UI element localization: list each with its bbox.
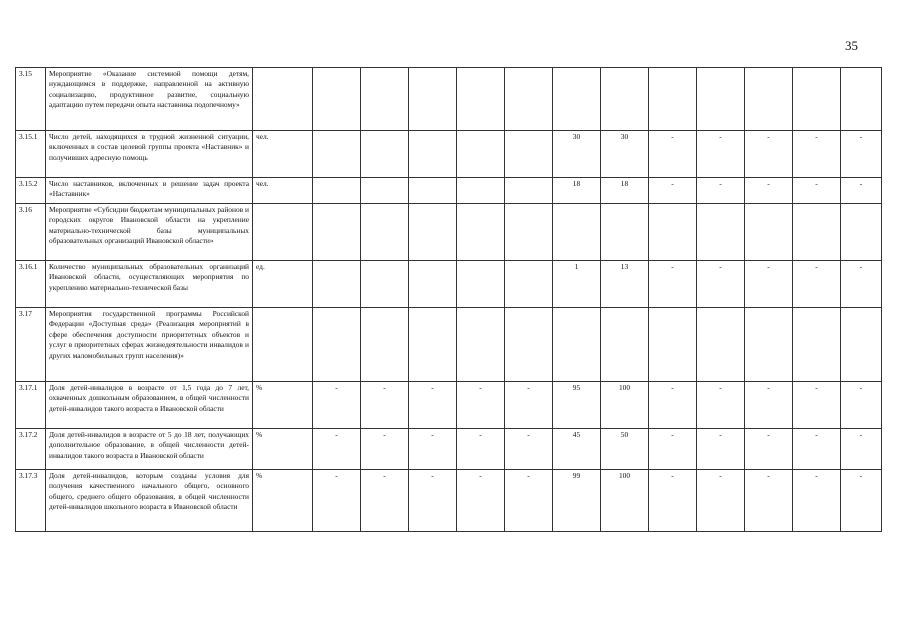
value-cell: - — [697, 261, 745, 308]
value-cell — [313, 68, 361, 131]
value-cell — [601, 204, 649, 261]
table-row — [16, 261, 882, 308]
table-row — [16, 308, 882, 382]
value-cell — [409, 261, 457, 308]
value-cell — [745, 68, 793, 131]
row-unit: чел. — [253, 131, 313, 178]
value-cell: 95 — [553, 382, 601, 429]
value-cell — [841, 204, 882, 261]
value-cell: - — [745, 261, 793, 308]
value-cell: - — [697, 470, 745, 532]
value-cell — [457, 308, 505, 382]
row-number: 3.16.1 — [16, 261, 46, 308]
row-unit: % — [253, 382, 313, 429]
row-unit — [253, 204, 313, 261]
value-cell: - — [457, 429, 505, 470]
value-cell — [361, 131, 409, 178]
value-cell — [841, 68, 882, 131]
value-cell: 45 — [553, 429, 601, 470]
row-unit — [253, 68, 313, 131]
value-cell: - — [793, 470, 841, 532]
value-cell — [313, 261, 361, 308]
value-cell — [457, 68, 505, 131]
row-unit: ед. — [253, 261, 313, 308]
value-cell: - — [841, 261, 882, 308]
row-unit — [253, 308, 313, 382]
value-cell — [697, 308, 745, 382]
value-cell — [697, 204, 745, 261]
value-cell — [505, 178, 553, 204]
value-cell — [649, 204, 697, 261]
row-description: Доля детей-инвалидов, которым созданы условия для получения качественного начального общего, основного общего, среднего общего образования, в общей численности детей-инвалидов школьного возраста в Ивановской области — [46, 470, 253, 532]
value-cell: - — [409, 429, 457, 470]
value-cell: - — [841, 429, 882, 470]
row-description: Число наставников, включенных в решение задач проекта «Наставник» — [46, 178, 253, 204]
table-row — [16, 131, 882, 178]
row-description: Число детей, находящихся в трудной жизненной ситуации, включенных в состав целевой группы проекта «Наставник» и получивших адресную помощь — [46, 131, 253, 178]
value-cell: - — [793, 382, 841, 429]
value-cell — [409, 68, 457, 131]
table-row — [16, 68, 882, 131]
row-description: Доля детей-инвалидов в возрасте от 1,5 года до 7 лет, охваченных дошкольным образованием, в общей численности детей-инвалидов такого возраста в Ивановской области — [46, 382, 253, 429]
value-cell — [793, 308, 841, 382]
value-cell — [745, 204, 793, 261]
value-cell: 99 — [553, 470, 601, 532]
value-cell: - — [313, 470, 361, 532]
row-unit: % — [253, 429, 313, 470]
value-cell: - — [409, 382, 457, 429]
value-cell: - — [457, 382, 505, 429]
row-number: 3.17.1 — [16, 382, 46, 429]
value-cell — [313, 308, 361, 382]
value-cell: - — [361, 470, 409, 532]
value-cell: - — [649, 470, 697, 532]
value-cell: - — [649, 178, 697, 204]
value-cell: 50 — [601, 429, 649, 470]
row-number: 3.15 — [16, 68, 46, 131]
value-cell — [697, 68, 745, 131]
value-cell: 18 — [553, 178, 601, 204]
value-cell — [553, 308, 601, 382]
value-cell — [649, 308, 697, 382]
indicators-table — [15, 67, 882, 532]
page-number: 35 — [845, 38, 858, 53]
value-cell — [457, 178, 505, 204]
value-cell — [409, 178, 457, 204]
value-cell: 13 — [601, 261, 649, 308]
value-cell — [313, 131, 361, 178]
value-cell — [361, 178, 409, 204]
value-cell: - — [361, 382, 409, 429]
table-row — [16, 178, 882, 204]
row-unit: чел. — [253, 178, 313, 204]
value-cell: - — [841, 470, 882, 532]
value-cell — [457, 131, 505, 178]
table-row — [16, 382, 882, 429]
value-cell: - — [649, 131, 697, 178]
value-cell: - — [793, 178, 841, 204]
value-cell: - — [793, 261, 841, 308]
value-cell: - — [841, 131, 882, 178]
row-description: Мероприятие «Субсидии бюджетам муниципальных районов и городских округов Ивановской области на укрепление материально-технической базы муниципальных образовательных организаций Ивановской области» — [46, 204, 253, 261]
value-cell: - — [745, 470, 793, 532]
row-description: Количество муниципальных образовательных организаций Ивановской области, осуществляющих мероприятия по укреплению материально-технической базы — [46, 261, 253, 308]
row-description: Доля детей-инвалидов в возрасте от 5 до 18 лет, получающих дополнительное образование, в общей численности детей-инвалидов такого возраста в Ивановской области — [46, 429, 253, 470]
value-cell — [457, 204, 505, 261]
value-cell: 1 — [553, 261, 601, 308]
value-cell — [361, 68, 409, 131]
value-cell — [409, 308, 457, 382]
value-cell: 18 — [601, 178, 649, 204]
value-cell — [505, 68, 553, 131]
value-cell — [841, 308, 882, 382]
value-cell: - — [793, 429, 841, 470]
value-cell: - — [793, 131, 841, 178]
value-cell — [313, 178, 361, 204]
value-cell — [505, 261, 553, 308]
value-cell: - — [841, 178, 882, 204]
row-unit: % — [253, 470, 313, 532]
value-cell — [361, 308, 409, 382]
value-cell — [553, 204, 601, 261]
value-cell: - — [697, 131, 745, 178]
value-cell — [505, 131, 553, 178]
value-cell: - — [697, 382, 745, 429]
value-cell: - — [649, 382, 697, 429]
value-cell: - — [409, 470, 457, 532]
value-cell: 100 — [601, 470, 649, 532]
value-cell: - — [841, 382, 882, 429]
value-cell — [505, 308, 553, 382]
value-cell — [793, 68, 841, 131]
value-cell: - — [361, 429, 409, 470]
value-cell: 100 — [601, 382, 649, 429]
value-cell — [313, 204, 361, 261]
value-cell: - — [313, 429, 361, 470]
value-cell — [361, 204, 409, 261]
value-cell: 30 — [601, 131, 649, 178]
table-row — [16, 470, 882, 532]
row-number: 3.17.3 — [16, 470, 46, 532]
value-cell: - — [745, 178, 793, 204]
table-row — [16, 429, 882, 470]
row-number: 3.15.2 — [16, 178, 46, 204]
value-cell: - — [505, 382, 553, 429]
value-cell: - — [457, 470, 505, 532]
row-number: 3.17 — [16, 308, 46, 382]
value-cell — [793, 204, 841, 261]
value-cell — [745, 308, 793, 382]
value-cell: - — [697, 178, 745, 204]
value-cell — [649, 68, 697, 131]
row-description: Мероприятия государственной программы Российской Федерации «Доступная среда» (Реализация мероприятий в сфере обеспечения доступности приоритетных объектов и услуг в приоритетных сферах жизнедеятельности инвалидов и других маломобильных групп населения)» — [46, 308, 253, 382]
value-cell — [361, 261, 409, 308]
value-cell: - — [505, 429, 553, 470]
value-cell — [553, 68, 601, 131]
row-description: Мероприятие «Оказание системной помощи детям, нуждающимся в поддержке, направленной на активную социализацию, продуктивное развитие, социальную адаптацию путем передачи опыта наставника подопечному» — [46, 68, 253, 131]
value-cell — [601, 68, 649, 131]
row-number: 3.15.1 — [16, 131, 46, 178]
value-cell: - — [649, 261, 697, 308]
row-number: 3.16 — [16, 204, 46, 261]
value-cell: - — [745, 131, 793, 178]
table-row — [16, 204, 882, 261]
value-cell — [457, 261, 505, 308]
value-cell — [601, 308, 649, 382]
value-cell: - — [505, 470, 553, 532]
value-cell — [409, 131, 457, 178]
value-cell: - — [649, 429, 697, 470]
value-cell: 30 — [553, 131, 601, 178]
value-cell: - — [745, 382, 793, 429]
value-cell — [409, 204, 457, 261]
row-number: 3.17.2 — [16, 429, 46, 470]
value-cell: - — [697, 429, 745, 470]
value-cell — [505, 204, 553, 261]
value-cell: - — [745, 429, 793, 470]
value-cell: - — [313, 382, 361, 429]
